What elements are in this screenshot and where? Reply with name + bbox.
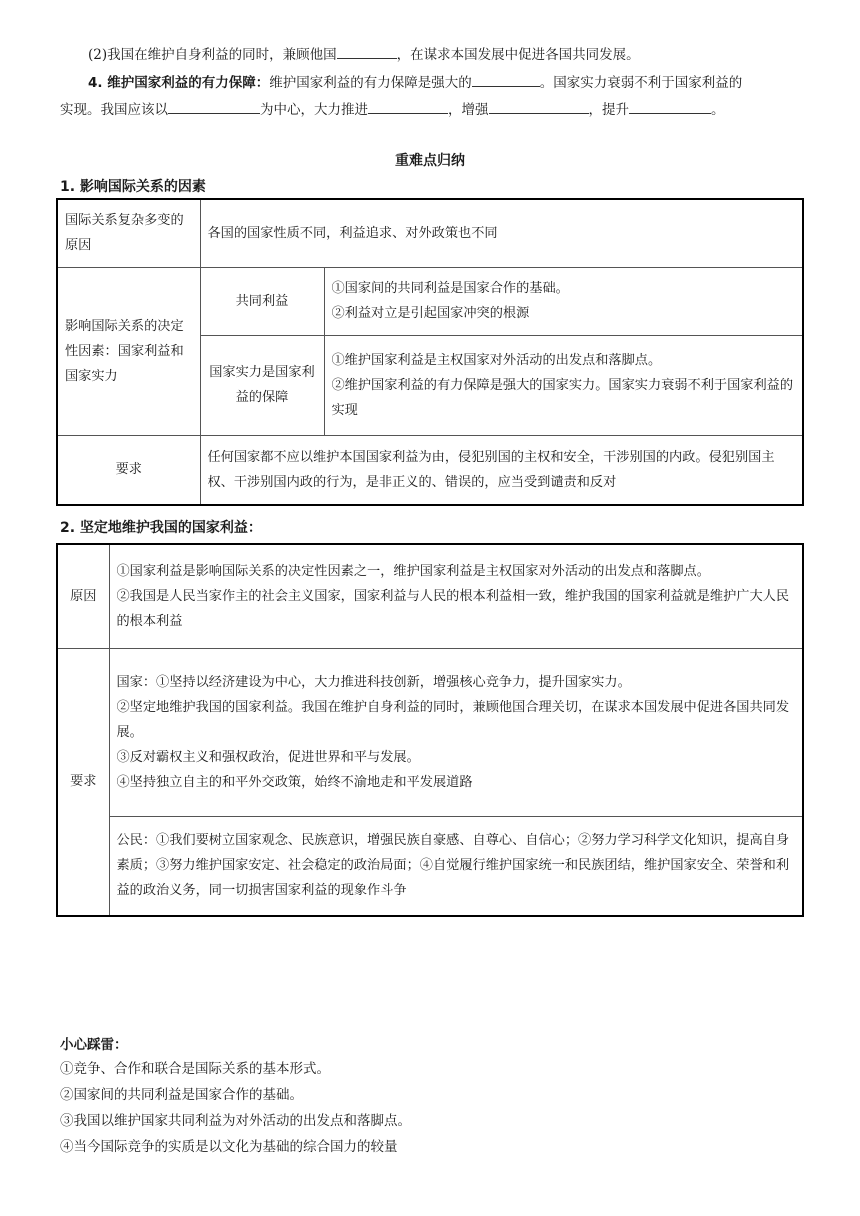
row-head: 原因 xyxy=(57,544,109,648)
row-head: 要求 xyxy=(57,648,109,916)
tip-item: ③我国以维护国家共同利益为对外活动的出发点和落脚点。 xyxy=(60,1113,411,1129)
section1-title: 1. 影响国际关系的因素 xyxy=(60,179,206,195)
intro-text: ，在谋求本国发展中促进各国共同发展。 xyxy=(396,47,640,63)
fill-blank[interactable] xyxy=(629,99,711,114)
intro-text: (2)我国在维护自身利益的同时，兼顾他国 xyxy=(88,47,337,63)
tips-title: 小心踩雷： xyxy=(60,1037,128,1053)
fill-blank[interactable] xyxy=(337,44,397,59)
sub-text xyxy=(324,335,803,435)
intro-text: 维护国家利益的有力保障是强大的 xyxy=(269,75,472,91)
row-text xyxy=(109,648,803,816)
fill-blank[interactable] xyxy=(368,99,448,114)
intro-text: 。 xyxy=(711,102,725,118)
fill-blank[interactable] xyxy=(472,72,540,87)
intro-text: 。国家实力衰弱不利于国家利益的 xyxy=(539,75,743,91)
sub-head: 共同利益 xyxy=(200,267,324,335)
section-title: 重难点归纳 xyxy=(395,153,465,169)
state-line: ③反对霸权主义和强权政治，促进世界和平与发展。 xyxy=(116,749,420,765)
section2-title: 2. 坚定地维护我国的国家利益： xyxy=(60,520,262,536)
intro-line-3 xyxy=(60,97,800,123)
factors-table xyxy=(56,198,804,506)
tip-item: ①竞争、合作和联合是国际关系的基本形式。 xyxy=(60,1061,330,1077)
intro-text: 为中心，大力推进 xyxy=(260,102,368,118)
intro-text: 实现。我国应该以 xyxy=(60,102,168,118)
point-heading: 4. 维护国家利益的有力保障： xyxy=(88,75,270,91)
reason-line: ①国家利益是影响国际关系的决定性因素之一，维护国家利益是主权国家对外活动的出发点和落脚点。 xyxy=(116,563,710,579)
intro-line-1 xyxy=(88,42,828,68)
sub-text xyxy=(324,267,803,335)
intro-line-2 xyxy=(88,70,828,96)
state-line: ②坚定地维护我国的国家利益。我国在维护自身利益的同时，兼顾他国合理关切，在谋求本国发展中促进各国共同发展。 xyxy=(116,699,790,740)
tip-item: ②国家间的共同利益是国家合作的基础。 xyxy=(60,1087,303,1103)
sub-line: ①维护国家利益是主权国家对外活动的出发点和落脚点。 xyxy=(331,352,662,368)
row-text: 各国的国家性质不同，利益追求、对外政策也不同 xyxy=(200,199,803,267)
intro-text: ，提升 xyxy=(588,102,629,118)
row-head: 国际关系复杂多变的原因 xyxy=(57,199,200,267)
row-text xyxy=(109,544,803,648)
row-text: 公民：①我们要树立国家观念、民族意识，增强民族自豪感、自尊心、自信心；②努力学习科学文化知识，提高自身素质；③努力维护国家安定、社会稳定的政治局面；④自觉履行维护国家统一和民族团结，维护国家安全、荣誉和利益的政治义务，同一切损害国家利益的现象作斗争 xyxy=(109,816,803,916)
reason-line: ②我国是人民当家作主的社会主义国家，国家利益与人民的根本利益相一致，维护我国的国家利益就是维护广大人民的根本利益 xyxy=(116,588,790,629)
state-line: ④坚持独立自主的和平外交政策，始终不渝地走和平发展道路 xyxy=(116,774,473,790)
intro-text: ，增强 xyxy=(448,102,489,118)
state-line: 国家：①坚持以经济建设为中心，大力推进科技创新，增强核心竞争力，提升国家实力。 xyxy=(116,674,631,690)
sub-line: ②利益对立是引起国家冲突的根源 xyxy=(331,306,530,321)
fill-blank[interactable] xyxy=(168,99,260,114)
defend-interests-table xyxy=(56,543,804,917)
row-head: 要求 xyxy=(57,435,200,505)
sub-head: 国家实力是国家利益的保障 xyxy=(200,335,324,435)
row-head: 影响国际关系的决定性因素：国家利益和国家实力 xyxy=(57,267,200,435)
tip-item: ④当今国际竞争的实质是以文化为基础的综合国力的较量 xyxy=(60,1139,398,1155)
sub-line: ②维护国家利益的有力保障是强大的国家实力。国家实力衰弱不利于国家利益的实现 xyxy=(331,377,794,418)
row-text: 任何国家都不应以维护本国国家利益为由，侵犯别国的主权和安全，干涉别国的内政。侵犯别国主权、干涉别国内政的行为，是非正义的、错误的，应当受到谴责和反对 xyxy=(200,435,803,505)
fill-blank[interactable] xyxy=(489,99,589,114)
sub-line: ①国家间的共同利益是国家合作的基础。 xyxy=(331,281,569,296)
